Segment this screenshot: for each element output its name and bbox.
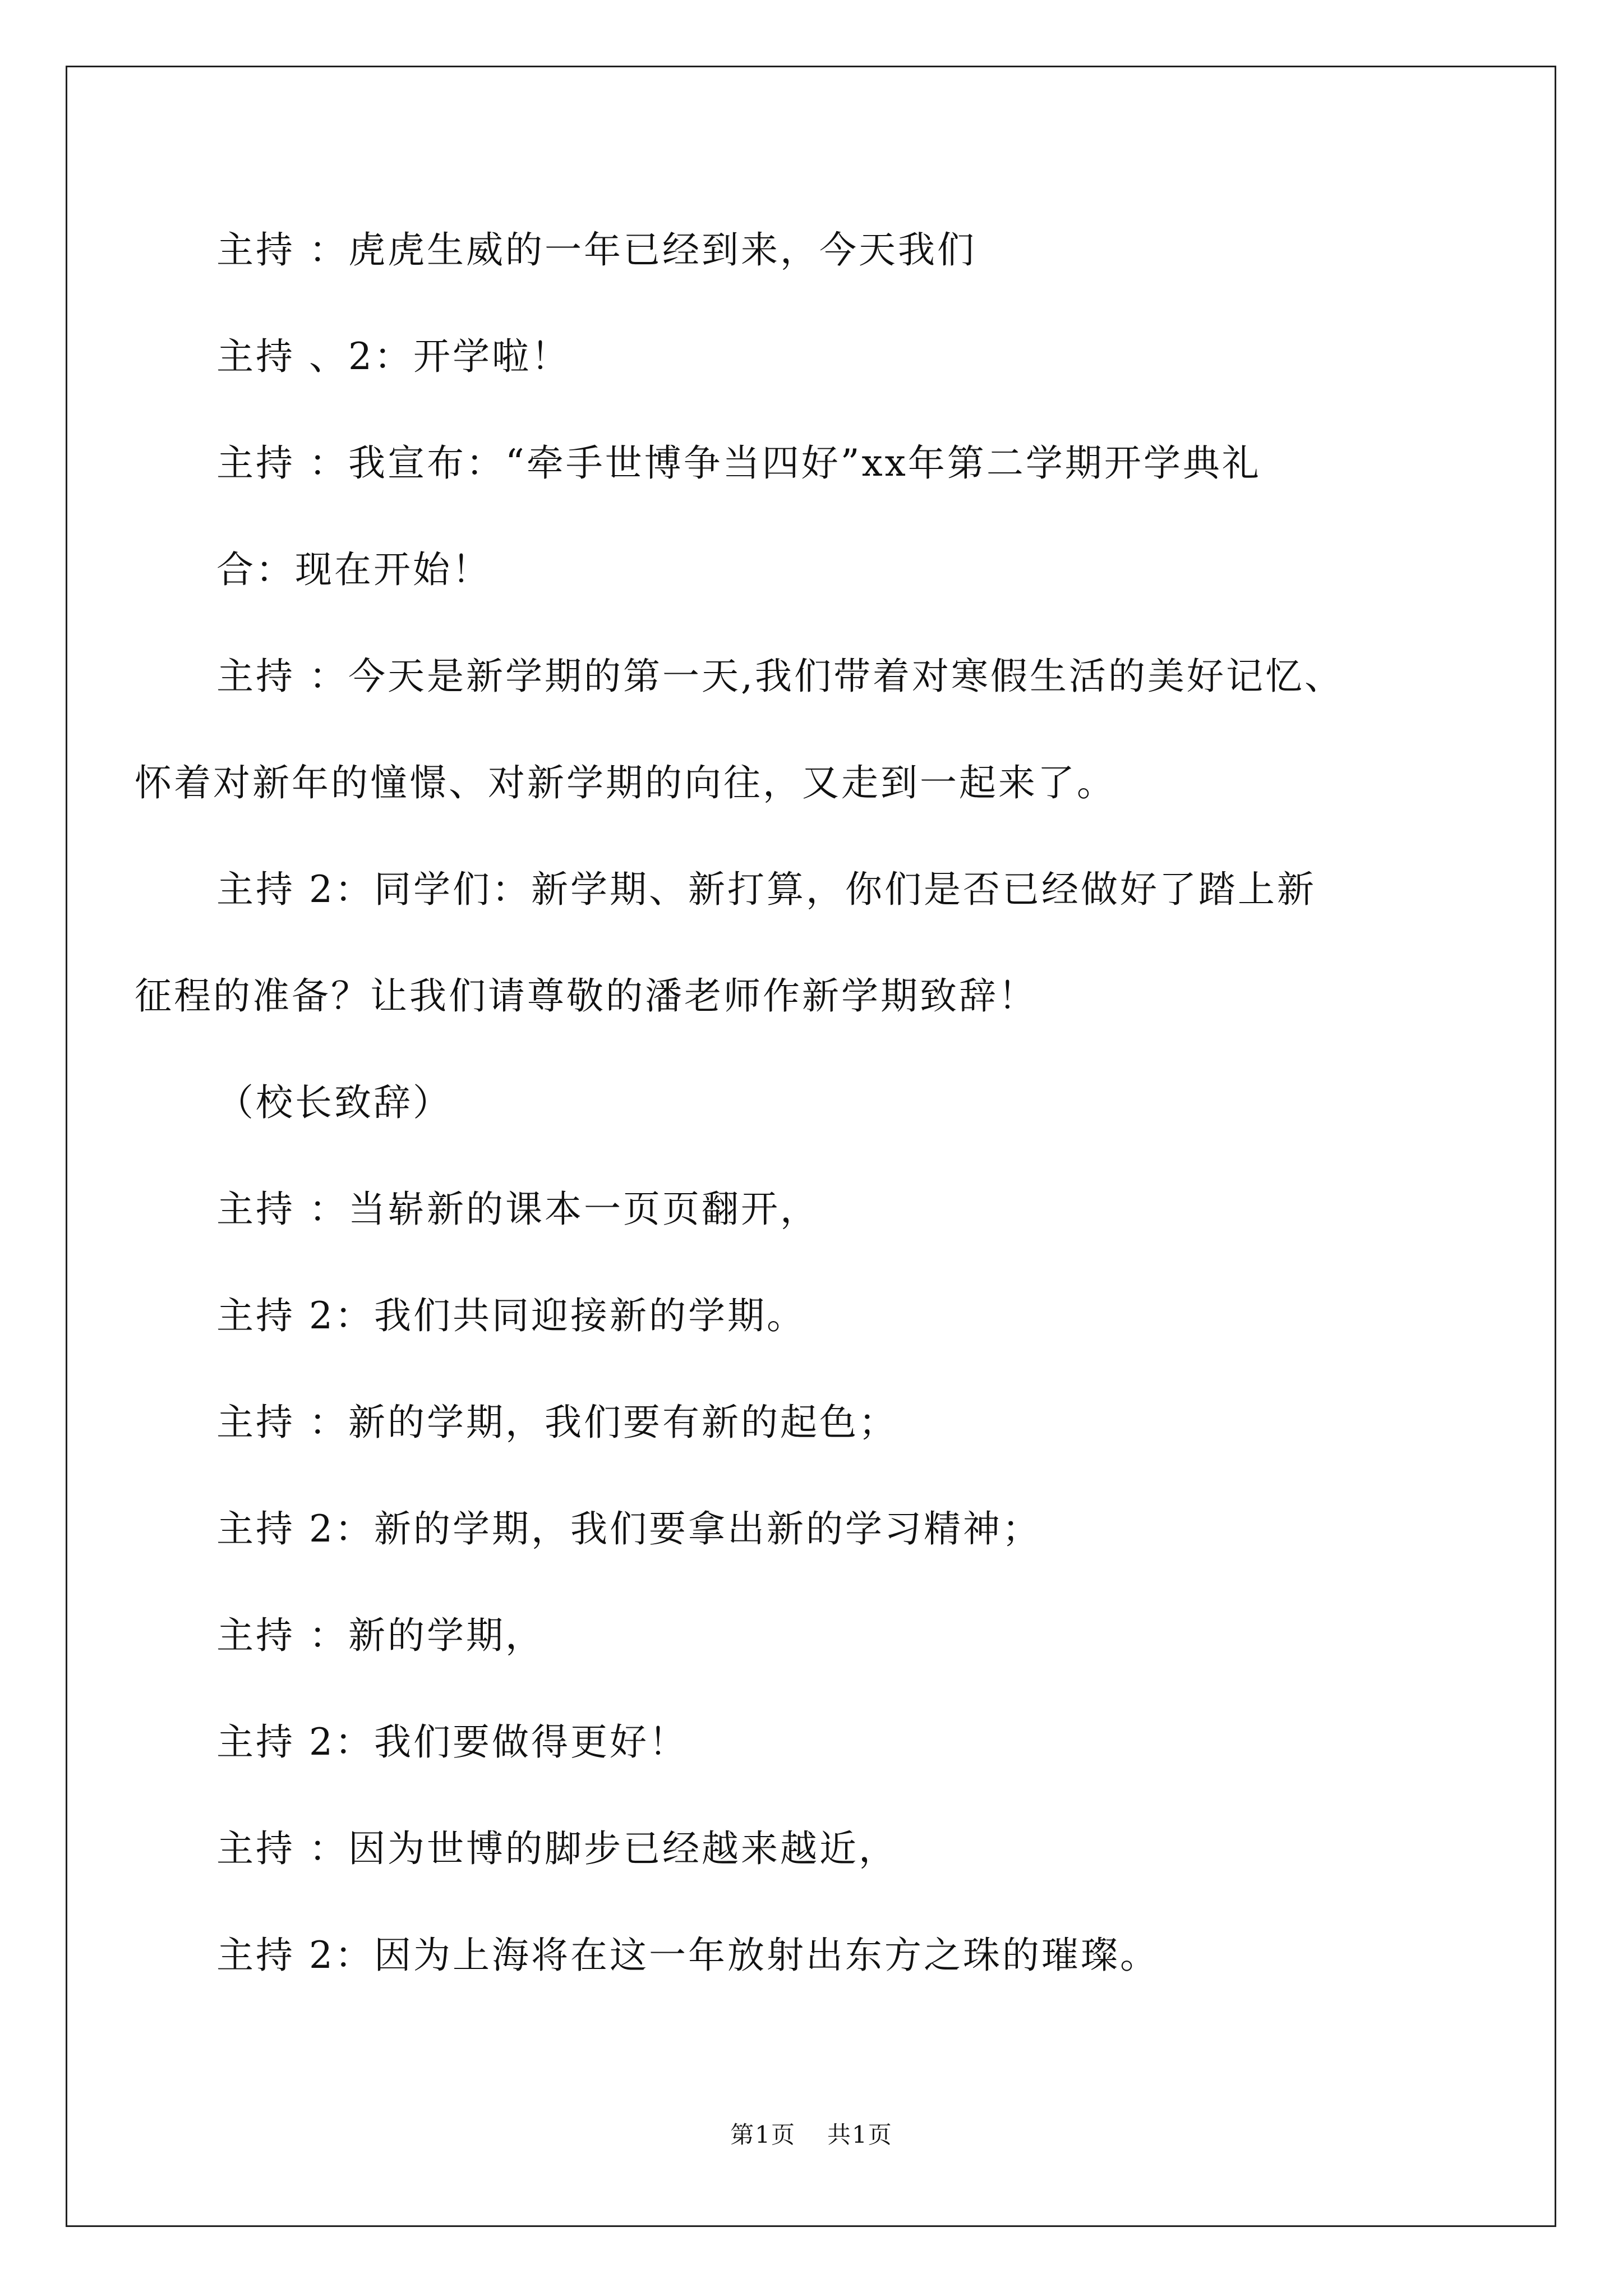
paragraph-line: 主持 2：我们要做得更好！ [216, 1720, 688, 1764]
paragraph-line: 主持 ：新的学期， [216, 1614, 545, 1657]
paragraph-line: 主持 ：今天是新学期的第一天,我们带着对寒假生活的美好记忆、 [216, 655, 1344, 698]
paragraph-line: 主持 ：因为世博的脚步已经越来越近， [216, 1827, 898, 1870]
paragraph-line: 主持 ：新的学期，我们要有新的起色； [216, 1401, 898, 1444]
paragraph-line: 主持 2：我们共同迎接新的学期。 [216, 1294, 806, 1337]
paragraph-line: 主持 ：我宣布：“牵手世博争当四好”xx年第二学期开学典礼 [216, 441, 1261, 485]
paragraph-line: 征程的准备？让我们请尊敬的潘老师作新学期致辞！ [135, 974, 1038, 1018]
page-footer [0, 2120, 1623, 2150]
paragraph-line: 主持 、2：开学啦！ [216, 335, 570, 378]
paragraph-line: 怀着对新年的憧憬、对新学期的向往，又走到一起来了。 [135, 761, 1116, 804]
paragraph-line: 主持 ：虎虎生威的一年已经到来，今天我们 [216, 228, 976, 272]
paragraph-line: 主持 2：同学们：新学期、新打算，你们是否已经做好了踏上新 [216, 868, 1316, 911]
page-total: 共1页 [827, 2121, 893, 2148]
paragraph-line: （校长致辞） [216, 1081, 452, 1124]
paragraph-line: 合：现在开始！ [216, 548, 491, 591]
page-number: 第1页 [730, 2121, 796, 2148]
paragraph-line: 主持 2：因为上海将在这一年放射出东方之珠的璀璨。 [216, 1934, 1159, 1977]
paragraph-line: 主持 ：当崭新的课本一页页翻开， [216, 1188, 819, 1231]
paragraph-line: 主持 2：新的学期，我们要拿出新的学习精神； [216, 1507, 1041, 1550]
